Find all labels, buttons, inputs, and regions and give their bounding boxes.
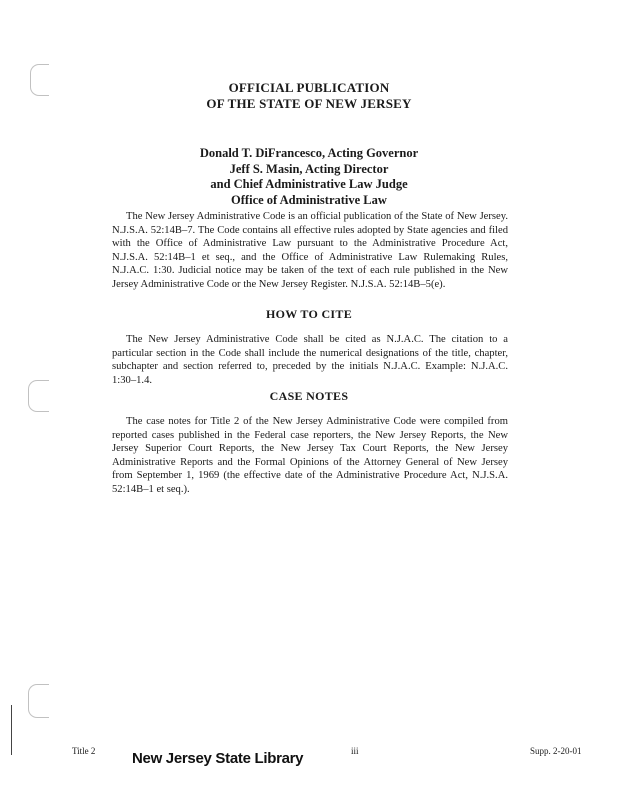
official-line: and Chief Administrative Law Judge: [210, 177, 408, 191]
how-to-cite-heading: HOW TO CITE: [266, 307, 352, 321]
official-line: Donald T. DiFrancesco, Acting Governor: [199, 146, 419, 160]
left-edge-line: [11, 705, 12, 755]
footer-page-number: iii: [351, 746, 359, 756]
case-notes-paragraph: The case notes for Title 2 of the New Jersey Administrative Code were compiled from reported cases published in the Federal case reporters, the New Jersey Reports, the New Jersey Superior Court Reports, the New Jersey Tax Court Reports, the New Jersey Administrative Reports and the Formal Opinions of the Attorney General of New Jersey from September 1, 1969 (the effective date of the Administrative Procedure Act, N.J.S.A. 52:14B–1 et seq.).: [112, 416, 508, 495]
publication-header: [0, 80, 618, 112]
scan-artifact-bottom: [28, 684, 49, 718]
how-to-cite-paragraph: The New Jersey Administrative Code shall be cited as N.J.A.C. The citation to a particular section in the Code shall include the numerical designations of the title, chapter, subchapter and section referred to, preceded by the initials N.J.A.C. Example: N.J.A.C. 1:30–1.4.: [112, 334, 508, 386]
library-stamp: New Jersey State Library: [132, 750, 304, 767]
official-line: Jeff S. Masin, Acting Director: [229, 161, 389, 176]
header-line-2: OF THE STATE OF NEW JERSEY: [206, 96, 412, 111]
official-line: Office of Administrative Law: [231, 192, 387, 207]
footer-supplement-date: Supp. 2-20-01: [530, 746, 582, 756]
case-notes-heading: CASE NOTES: [269, 389, 349, 403]
footer-title: Title 2: [72, 746, 96, 756]
officials-block: [0, 146, 618, 208]
header-line-1: OFFICIAL PUBLICATION: [228, 80, 390, 95]
intro-paragraph: The New Jersey Administrative Code is an official publication of the State of New Jersey. N.J.S.A. 52:14B–7. The Code contains all effective rules adopted by State agencies and filed with the Office of Administrative Law pursuant to the Administrative Procedure Act, N.J.S.A. 52:14B–1 et seq., and the Office of Administrative Law Rulemaking Rules, N.J.A.C. 1:30. Judicial notice may be taken of the text of each rule published in the New Jersey Administrative Code or the New Jersey Register. N.J.S.A. 52:14B–5(e).: [112, 211, 508, 290]
